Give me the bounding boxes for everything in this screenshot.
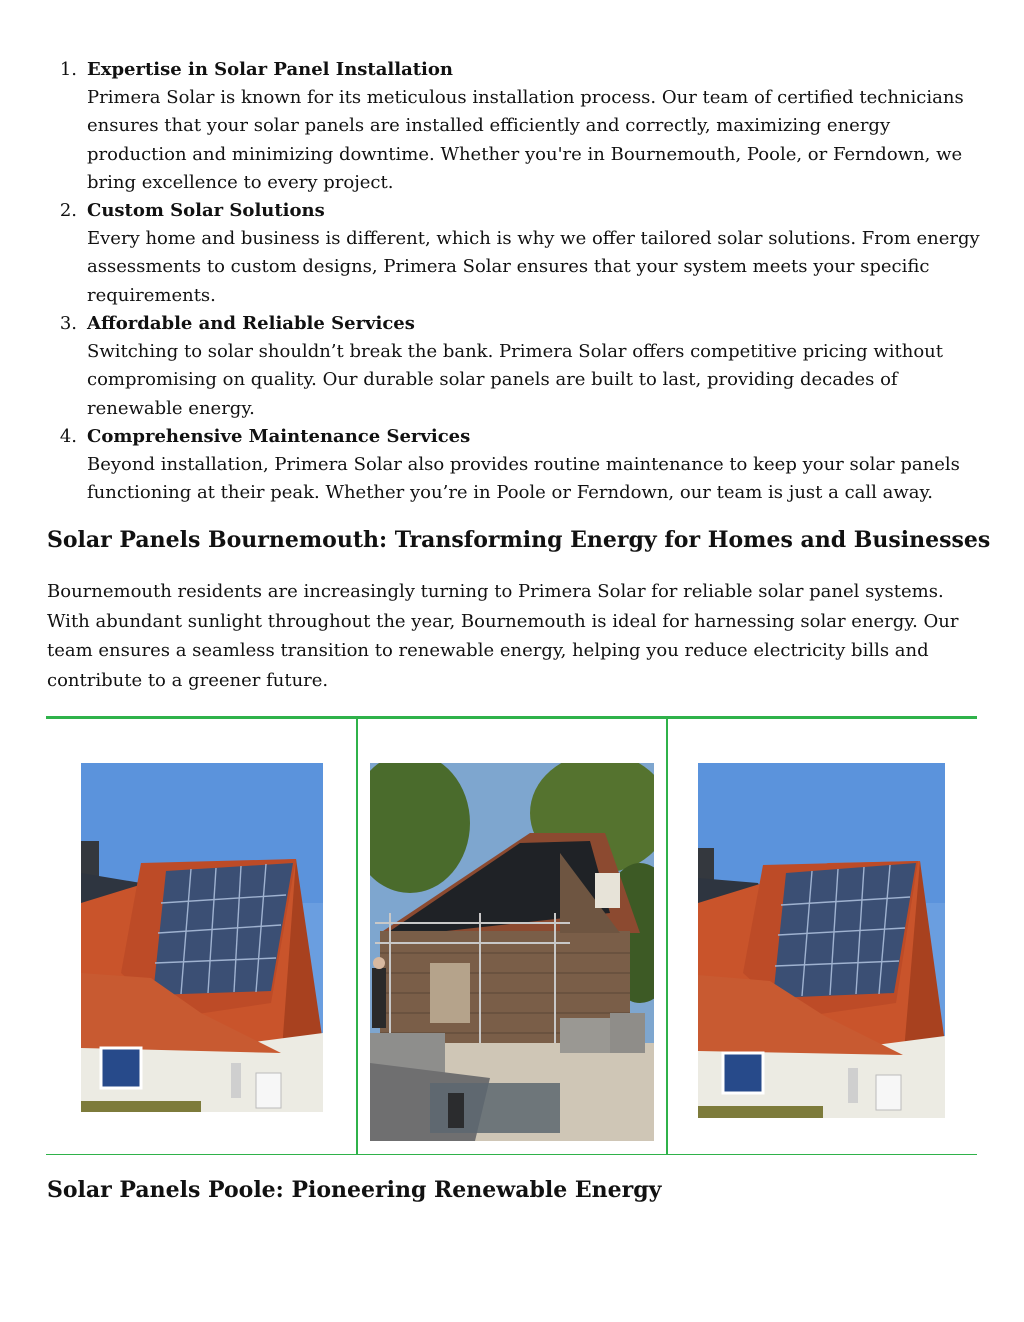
list-item-text: Beyond installation, Primera Solar also provides routine maintenance to keep your solar panels functioning at their peak. Whether you’re in Poole or Ferndown, our team is just a call away. (87, 453, 960, 504)
bournemouth-paragraph: Bournemouth residents are increasingly turning to Primera Solar for reliable solar panel systems. With abundant sunlight throughout the year, Bournemouth is ideal for harnessing solar energy. Our team ensures a seamless transition to renewable energy, helping you reduce electricity bills and contribute to a greener future. (47, 581, 959, 692)
section-heading-bournemouth: Solar Panels Bournemouth: Transforming Energy for Homes and Businesses (47, 527, 991, 553)
house-solar-roof-photo (698, 763, 945, 1118)
list-item-number: 3. (59, 313, 77, 335)
list-item-number: 1. (59, 59, 77, 80)
list-item-number: 2. (59, 200, 77, 222)
list-item-title: Expertise in Solar Panel Installation (87, 59, 453, 80)
list-item-title: Affordable and Reliable Services (87, 313, 415, 335)
list-item-title: Custom Solar Solutions (87, 200, 325, 222)
list-item (47, 310, 982, 423)
section-heading-poole: Solar Panels Poole: Pioneering Renewable Energy (47, 1177, 662, 1203)
cabin-solar-install-photo (370, 763, 654, 1141)
list-item-text: Switching to solar shouldn’t break the bank. Primera Solar offers competitive pricing without compromising on quality. Our durable solar panels are built to last, providing decades of renewable energy. (87, 341, 943, 419)
column-divider (666, 719, 668, 1154)
list-item-title: Comprehensive Maintenance Services (87, 425, 471, 447)
list-item-number: 4. (59, 425, 77, 447)
list-item-text: Primera Solar is known for its meticulous installation process. Our team of certified technicians ensures that your solar panels are installed efficiently and correctly, maximizing energy production and minimizing downtime. Whether you're in Bournemouth, Poole, or Ferndown, we bring excellence to every project. (87, 87, 964, 193)
photo-table (46, 716, 977, 1155)
list-item (47, 56, 982, 197)
list-item (47, 423, 982, 508)
house-solar-roof-photo (81, 763, 323, 1112)
list-item (47, 197, 982, 310)
list-item-text: Every home and business is different, which is why we offer tailored solar solutions. From energy assessments to custom designs, Primera Solar ensures that your system meets your specific requirements. (87, 228, 980, 306)
reasons-list (47, 56, 982, 508)
column-divider (356, 719, 358, 1154)
